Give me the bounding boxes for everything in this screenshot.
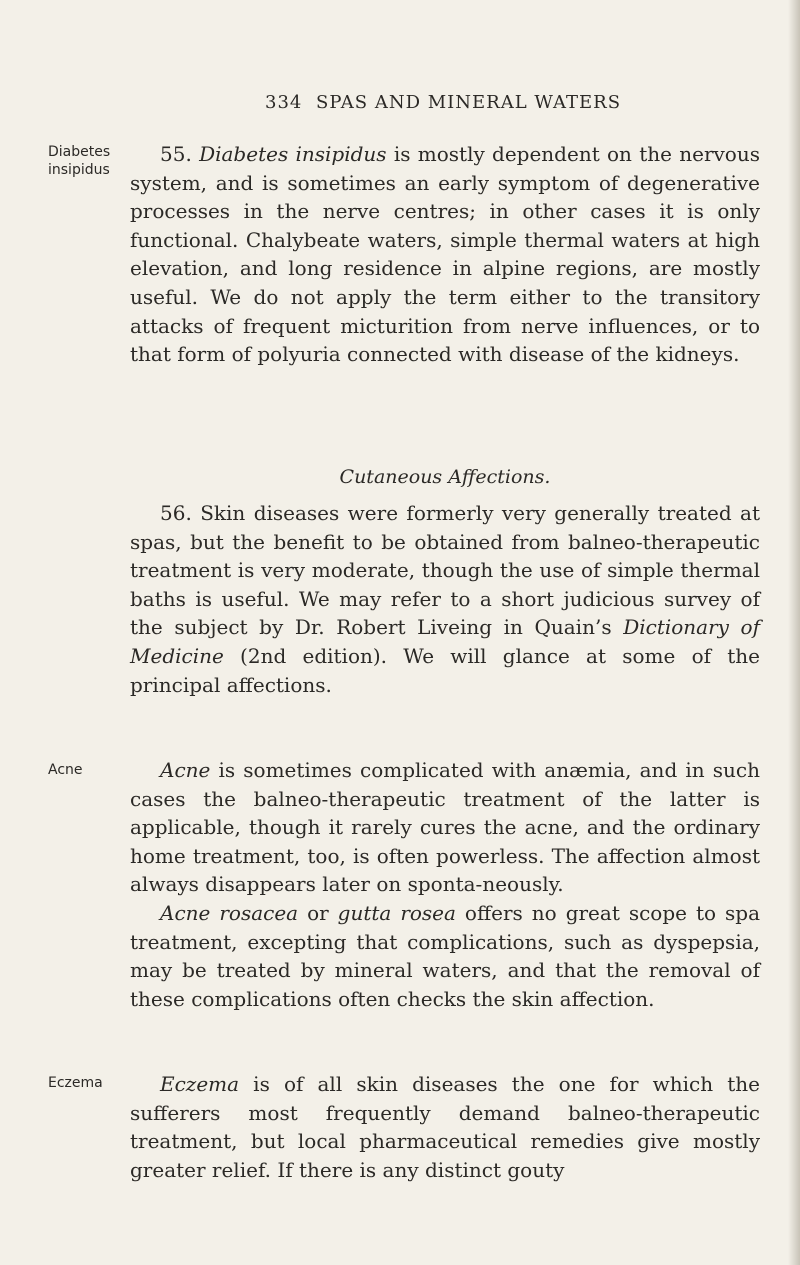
conjunction: or xyxy=(298,901,338,925)
paragraph-acne xyxy=(130,756,760,899)
paragraph-text: is sometimes complicated with anæmia, and in such cases the balneo-therapeutic treatment of the latter is applicable, though it rarely cures the acne, and the ordinary home treatment, too, is often powerless. The affection almost always disappears later on sponta-neously. xyxy=(130,758,760,897)
paragraph-text: is of all skin diseases the one for which the sufferers most frequently demand balneo-therapeutic treatment, but local pharmaceutical remedies give mostly greater relief. If there is any distinct gouty xyxy=(130,1072,760,1182)
margin-note-eczema: Eczema xyxy=(48,1075,103,1091)
paragraph-number: 55. xyxy=(160,142,200,166)
page-number: 334 xyxy=(265,92,303,113)
page-header xyxy=(0,92,800,118)
margin-note-diabetes-line2: insipidus xyxy=(48,162,110,178)
paragraph-text: 56. Skin diseases were formerly very generally treated at spas, but the benefit to be obtained from balneo-therapeutic treatment is very moderate, though the use of simple thermal baths is useful. We may refer to a short judicious survey of the subject by Dr. Robert Liveing in Quain’s xyxy=(130,501,760,640)
running-title: SPAS AND MINERAL WATERS xyxy=(316,92,622,113)
paragraph-56 xyxy=(130,499,760,699)
margin-note-diabetes xyxy=(48,143,111,179)
margin-note-diabetes-line1: Diabetes xyxy=(48,144,111,160)
term-gutta-rosea: gutta rosea xyxy=(337,901,456,925)
citation: Dictionary of Medicine xyxy=(130,615,760,668)
paragraph-55 xyxy=(130,140,760,369)
section-heading: Cutaneous Affections. xyxy=(339,466,551,488)
paragraph-acne-rosacea xyxy=(130,899,760,1013)
margin-note-acne: Acne xyxy=(48,762,83,778)
paragraph-text: (2nd edition). We will glance at some of the principal affections. xyxy=(130,643,760,697)
paragraph-text: is mostly dependent on the nervous system, and is sometimes an early symptom of degenerative processes in the nerve centres; in other cases it is only functional. Chalybeate waters, simple thermal waters at high elevation, and long residence in alpine regions, are mostly useful. We do not apply the term either to the transitory attacks of frequent micturition from nerve influences, or to that form of polyuria connected with disease of the kidneys. xyxy=(130,142,760,367)
term-eczema: Eczema xyxy=(160,1072,240,1096)
paragraph-text: offers no great scope to spa treatment, excepting that complications, such as dyspepsia, may be treated by mineral waters, and that the removal of these complications often checks the skin affection. xyxy=(130,901,760,1011)
term-acne-rosacea: Acne rosacea xyxy=(160,901,299,925)
term-acne: Acne xyxy=(160,758,211,782)
term-diabetes-insipidus: Diabetes insipidus xyxy=(199,142,387,166)
page-edge xyxy=(788,0,800,1265)
paragraph-eczema xyxy=(130,1070,760,1184)
